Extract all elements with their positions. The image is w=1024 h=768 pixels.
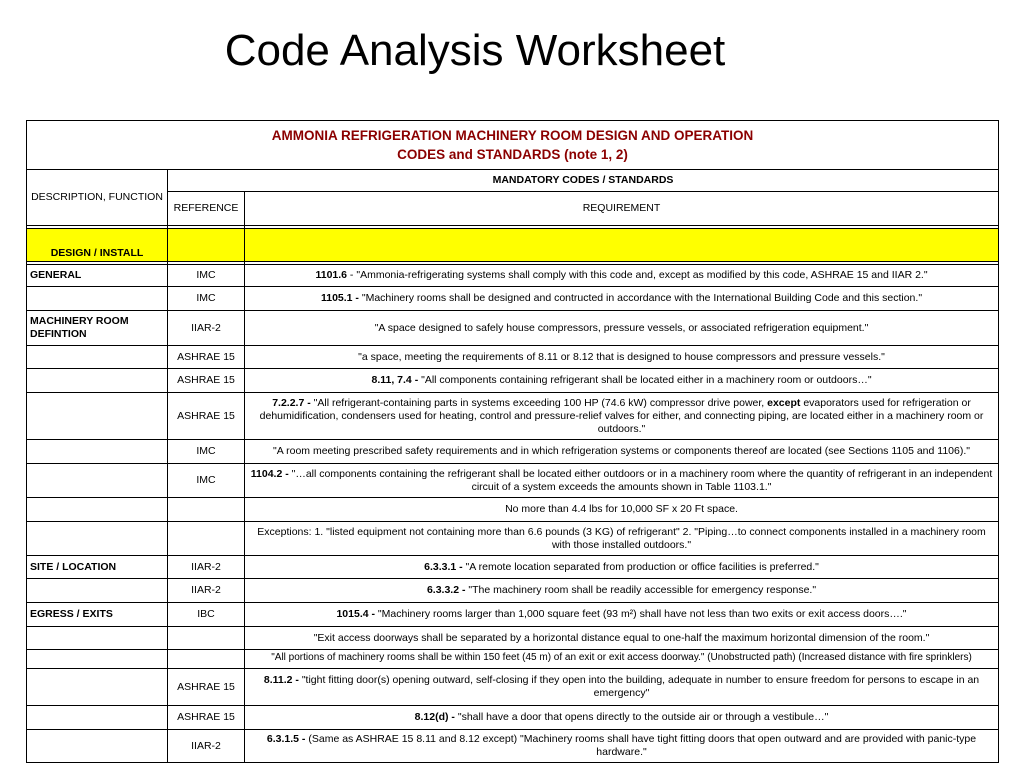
row-reference: ASHRAE 15 (168, 369, 245, 393)
table-row (27, 464, 999, 498)
code-quote: "A remote location separated from production or office facilities is preferred." (462, 560, 819, 573)
code-section-ref: 1105.1 - (320, 292, 359, 304)
code-analysis-table (26, 120, 999, 763)
row-reference: IIAR-2 (168, 579, 245, 603)
requirement-text (260, 397, 984, 435)
row-requirement (245, 650, 999, 669)
row-description (27, 346, 168, 369)
row-reference: IMC (168, 265, 245, 287)
code-quote: Exceptions: 1. "listed equipment not containing more than 6.6 pounds (3 KG) of refrigerant" 2. "Piping…to connect components installed in a machinery room with those installed outdoors." (257, 525, 986, 551)
table-row (27, 579, 999, 603)
row-description (27, 627, 168, 650)
requirement-text (321, 292, 922, 304)
col-header-requirement: REQUIREMENT (245, 192, 999, 226)
row-requirement (245, 669, 999, 706)
row-requirement (245, 440, 999, 464)
row-reference: IMC (168, 287, 245, 311)
code-section-ref: 6.3.3.2 - (426, 584, 466, 596)
requirement-text (314, 632, 930, 644)
requirement-text (427, 584, 816, 596)
header-row-2 (27, 192, 999, 226)
col-header-description: DESCRIPTION, FUNCTION (27, 170, 168, 226)
requirement-text (257, 526, 986, 551)
row-description (27, 669, 168, 706)
col-header-reference: REFERENCE (168, 192, 245, 226)
code-quote: "tight fitting door(s) opening outward, self-closing if they open into the building, adequate in number to ensure freedom for persons to escape in an emergency" (298, 674, 980, 699)
table-row (27, 311, 999, 346)
table-row (27, 498, 999, 522)
row-description (27, 440, 168, 464)
table-row (27, 265, 999, 287)
requirement-text (415, 711, 829, 723)
requirement-text (358, 351, 885, 363)
code-section-ref: 1101.6 (315, 269, 348, 281)
requirement-text (371, 374, 871, 386)
requirement-text (251, 468, 993, 493)
code-quote: No more than 4.4 lbs for 10,000 SF x 20 Ft space. (505, 503, 738, 515)
code-quote: "Exit access doorways shall be separated by a horizontal distance equal to one-half the maximum horizontal dimension of the room." (313, 631, 930, 644)
code-section-ref: except (767, 396, 801, 409)
row-description (27, 393, 168, 440)
row-description: SITE / LOCATION (27, 556, 168, 579)
row-requirement (245, 556, 999, 579)
code-quote: (Same as ASHRAE 15 8.11 and 8.12 except) "Machinery rooms shall have tight fitting doors that open outward and are provided with panic-type hardware." (305, 733, 977, 758)
row-reference (168, 498, 245, 522)
header-row-1 (27, 170, 999, 192)
row-reference: IIAR-2 (168, 311, 245, 346)
row-requirement (245, 579, 999, 603)
table-row (27, 440, 999, 464)
requirement-text (336, 608, 906, 620)
code-section-ref: 8.11, 7.4 - (371, 374, 419, 386)
row-requirement (245, 522, 999, 556)
row-description (27, 650, 168, 669)
requirement-text (267, 733, 976, 758)
table-row (27, 603, 999, 627)
code-section-ref: 6.3.3.1 - (424, 560, 463, 573)
row-reference (168, 627, 245, 650)
row-description (27, 706, 168, 730)
code-section-ref: 7.2.2.7 - (272, 396, 311, 409)
table-row (27, 627, 999, 650)
row-requirement (245, 627, 999, 650)
row-description: GENERAL (27, 265, 168, 287)
code-quote: "Machinery rooms larger than 1,000 square feet (93 m²) shall have not less than two exits or exit access doors…." (375, 608, 907, 620)
row-requirement (245, 346, 999, 369)
row-reference: IIAR-2 (168, 730, 245, 763)
table-row (27, 393, 999, 440)
row-reference (168, 650, 245, 669)
row-requirement (245, 265, 999, 287)
table-row (27, 669, 999, 706)
table-row (27, 522, 999, 556)
table-row (27, 730, 999, 763)
row-requirement (245, 603, 999, 627)
table-row (27, 369, 999, 393)
code-quote: "All components containing refrigerant shall be located either in a machinery room or outdoors…" (418, 374, 872, 386)
row-description (27, 287, 168, 311)
table-row (27, 706, 999, 730)
code-quote: "A room meeting prescribed safety requirements and in which refrigeration systems or components thereof are located (see Sections 1105 and 1106)." (273, 445, 970, 457)
row-requirement (245, 393, 999, 440)
code-quote: evaporators used for refrigeration or dehumidification, condensers used for heating, control and pressure-relief valves for either, and connecting piping, are located either in a machinery room or outdoors." (259, 396, 984, 435)
row-description (27, 498, 168, 522)
row-reference: IMC (168, 464, 245, 498)
requirement-text (273, 445, 970, 457)
row-reference: ASHRAE 15 (168, 393, 245, 440)
table-title-line1: AMMONIA REFRIGERATION MACHINERY ROOM DESIGN AND OPERATION (271, 128, 754, 143)
table-row (27, 287, 999, 311)
code-quote: "All refrigerant-containing parts in systems exceeding 100 HP (74.6 kW) compressor drive power, (310, 396, 768, 409)
requirement-text (375, 322, 869, 334)
row-reference: ASHRAE 15 (168, 669, 245, 706)
row-requirement (245, 287, 999, 311)
row-description (27, 464, 168, 498)
table-row (27, 650, 999, 669)
section-row (27, 229, 999, 262)
row-reference (168, 522, 245, 556)
code-section-ref: 6.3.1.5 - (266, 733, 306, 745)
row-description: MACHINERY ROOM DEFINTION (27, 311, 168, 346)
row-requirement (245, 730, 999, 763)
row-description: EGRESS / EXITS (27, 603, 168, 627)
code-quote: "All portions of machinery rooms shall be within 150 feet (45 m) of an exit or exit access doorway." (Unobstructed path) (Increased distance with fire sprinklers) (271, 652, 972, 663)
mandatory-header: MANDATORY CODES / STANDARDS (168, 170, 999, 192)
row-description (27, 369, 168, 393)
row-requirement (245, 369, 999, 393)
requirement-text (424, 561, 819, 573)
section-label: DESIGN / INSTALL (27, 229, 168, 262)
requirement-text (248, 652, 995, 666)
requirement-text (264, 674, 979, 699)
row-reference: IBC (168, 603, 245, 627)
row-description (27, 522, 168, 556)
code-quote: "Machinery rooms shall be designed and contructed in accordance with the International Building Code and this section." (358, 292, 923, 304)
code-quote: "A space designed to safely house compressors, pressure vessels, or associated refrigeration equipment." (374, 321, 869, 334)
code-quote: - "Ammonia-refrigerating systems shall comply with this code and, except as modified by this code, ASHRAE 15 and IIAR 2." (347, 269, 928, 281)
row-requirement (245, 464, 999, 498)
code-quote: "a space, meeting the requirements of 8.11 or 8.12 that is designed to house compressors and pressure vessels." (358, 350, 885, 363)
row-description (27, 579, 168, 603)
code-section-ref: 8.12(d) - (414, 711, 455, 723)
table-title (27, 121, 999, 170)
row-requirement (245, 311, 999, 346)
code-quote: "…all components containing the refrigerant shall be located either outdoors or in a machinery room where the quantity of refrigerant in an independent circuit of a system exceeds the amounts shown in Table 1103.1." (288, 467, 993, 493)
row-reference: IIAR-2 (168, 556, 245, 579)
code-quote: "shall have a door that opens directly to the outside air or through a vestibule…" (454, 711, 829, 723)
table-title-line2: CODES and STANDARDS (note 1, 2) (397, 147, 628, 162)
table-row (27, 346, 999, 369)
table-title-row (27, 121, 999, 170)
row-reference: IMC (168, 440, 245, 464)
requirement-text (505, 503, 738, 515)
code-section-ref: 1015.4 - (336, 608, 375, 620)
row-requirement (245, 706, 999, 730)
table-row (27, 556, 999, 579)
row-reference: ASHRAE 15 (168, 706, 245, 730)
row-description (27, 730, 168, 763)
code-section-ref: 1104.2 - (250, 467, 289, 480)
requirement-text (315, 269, 927, 281)
code-quote: "The machinery room shall be readily accessible for emergency response." (465, 584, 817, 596)
table-body (27, 265, 999, 763)
page-title: Code Analysis Worksheet (224, 26, 726, 75)
code-section-ref: 8.11.2 - (263, 674, 299, 686)
row-reference: ASHRAE 15 (168, 346, 245, 369)
row-requirement (245, 498, 999, 522)
